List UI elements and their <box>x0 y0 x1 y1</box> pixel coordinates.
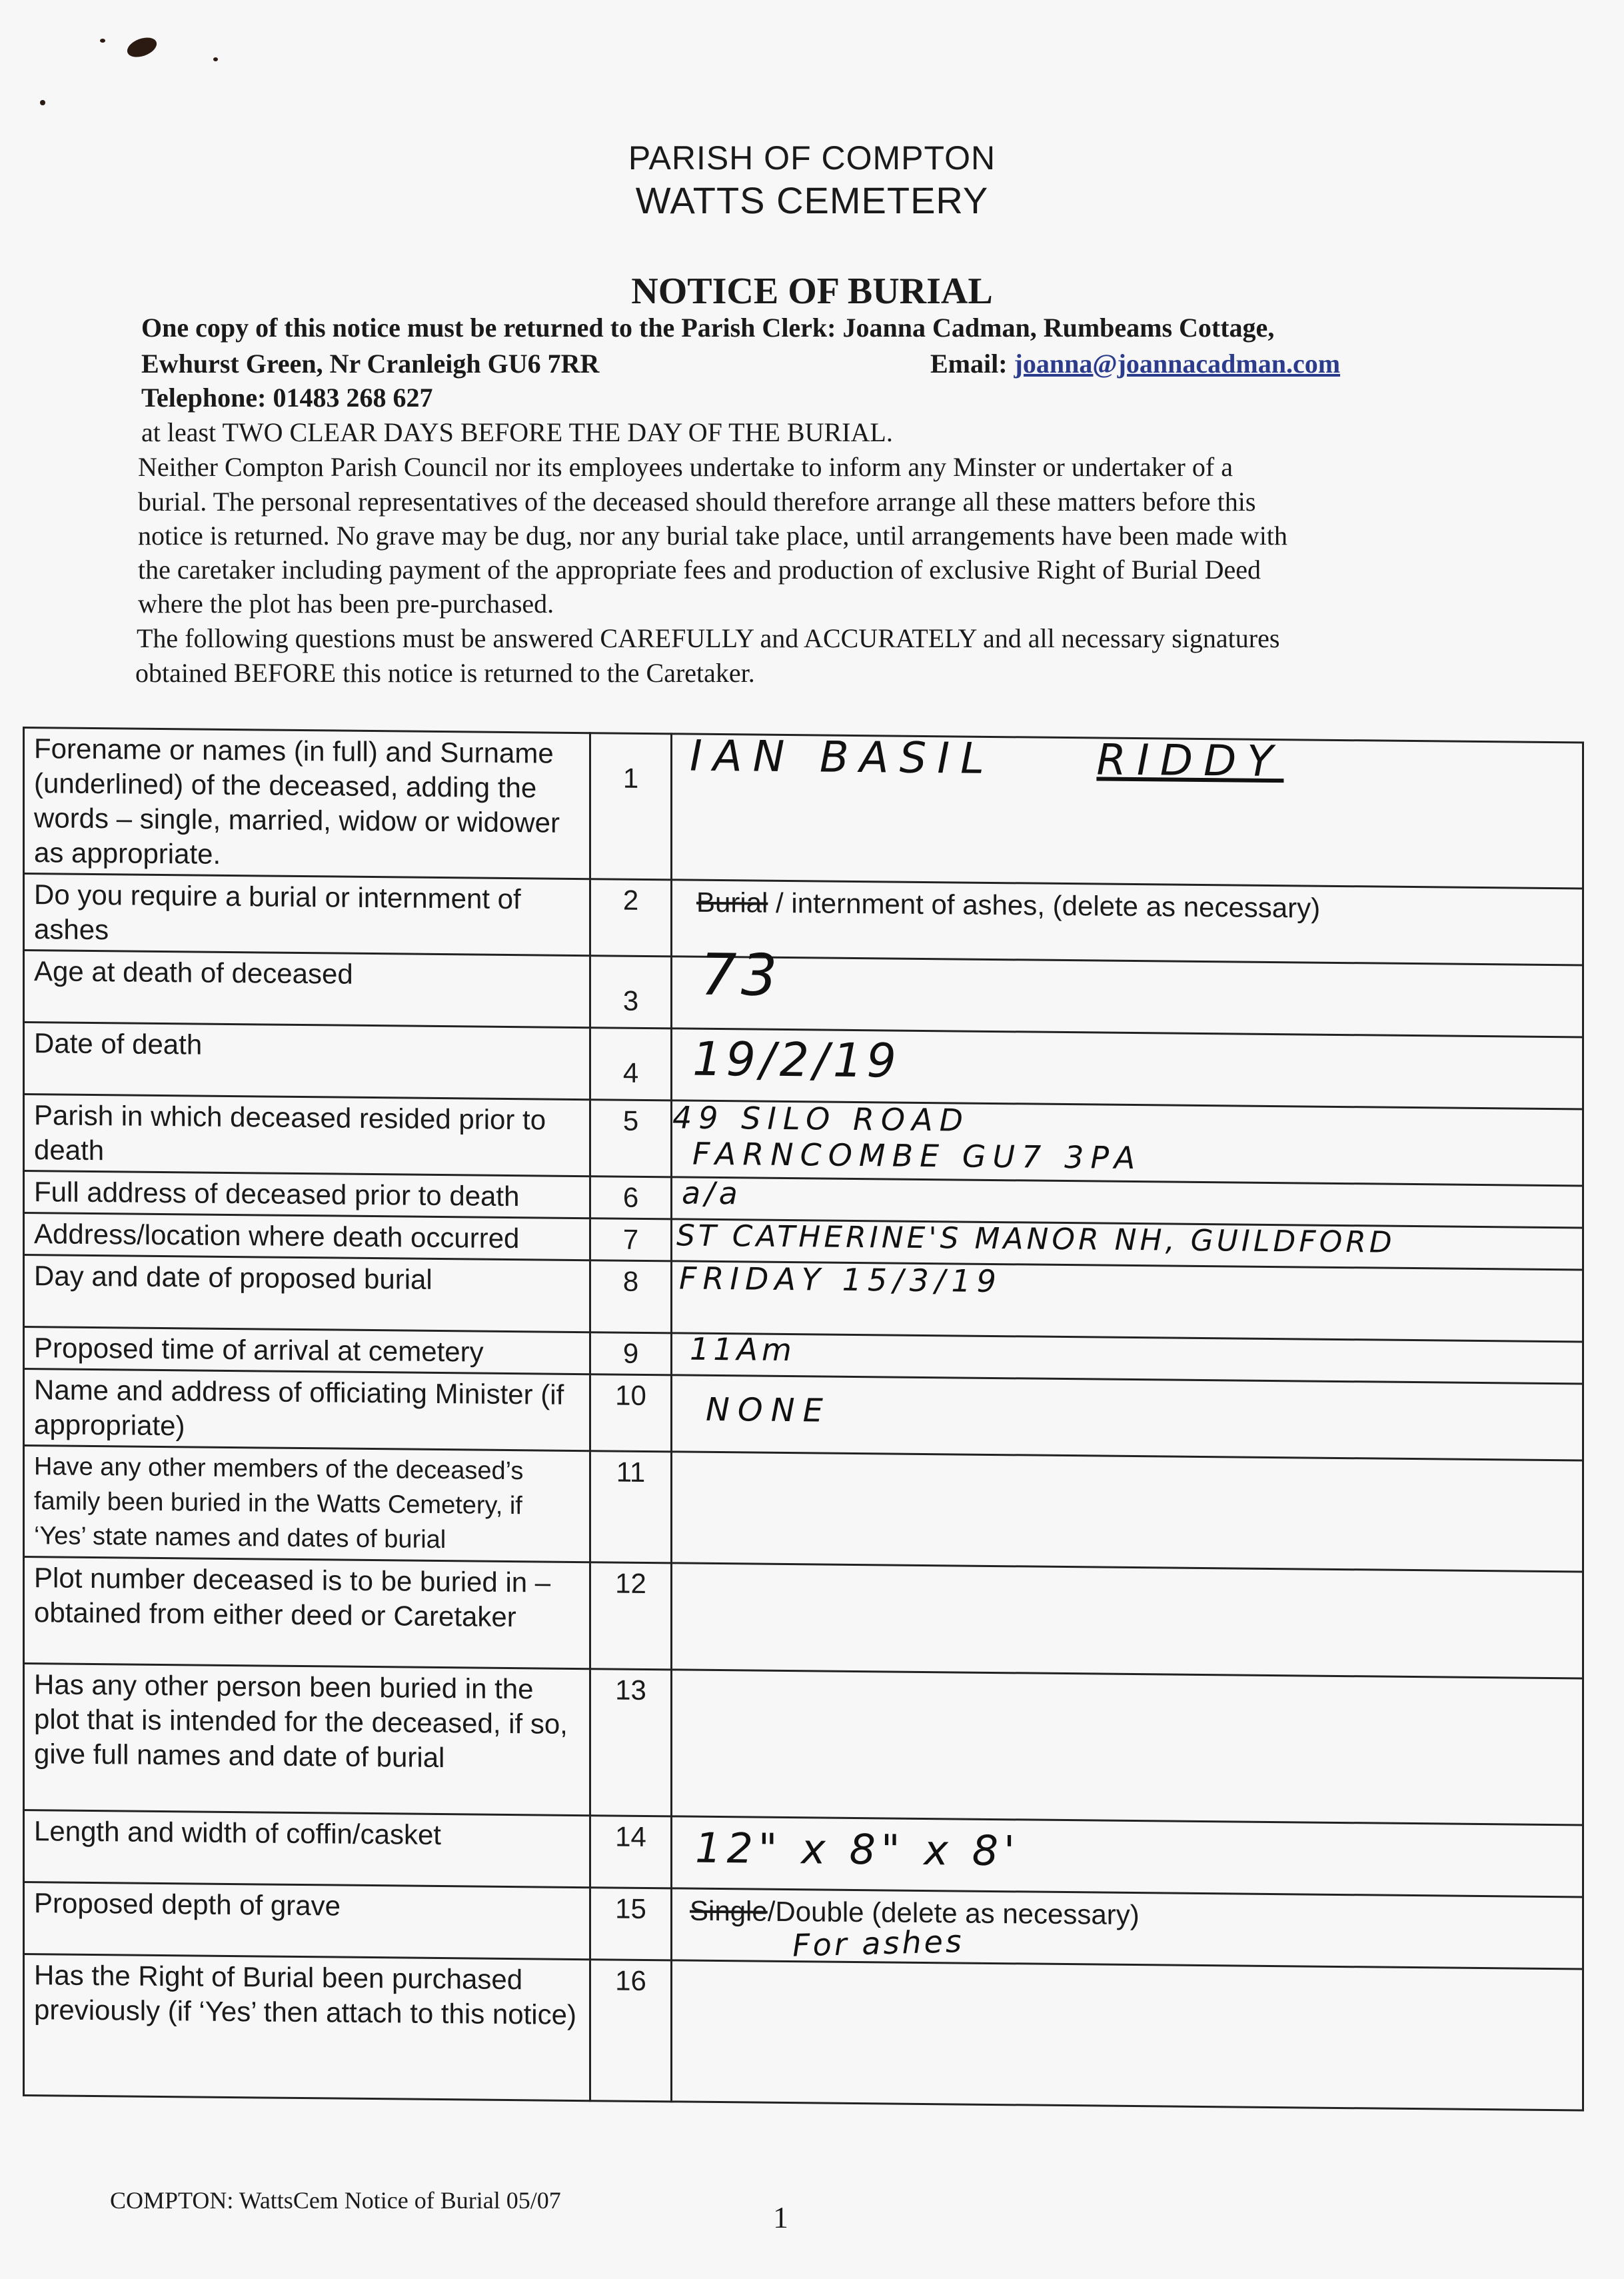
email-line <box>930 347 1340 381</box>
answer-surname: RIDDY <box>1096 735 1284 787</box>
row-number: 5 <box>590 1100 672 1177</box>
struck-single: Single <box>690 1894 768 1927</box>
answer-cell-3[interactable] <box>672 941 1583 1037</box>
answer-internment: / internment of ashes, (delete as necessary) <box>768 887 1321 924</box>
row-number: 6 <box>590 1176 672 1219</box>
instruction-paragraph: notice is returned. No grave may be dug, nor any burial take place, until arrangements have been made with <box>138 521 1287 551</box>
answer-cell-12[interactable] <box>672 1563 1583 1678</box>
question-cell: Age at death of deceased <box>24 951 590 1028</box>
answer-address-line1: 49 SILO ROAD <box>672 1099 970 1139</box>
ink-speck <box>40 100 45 105</box>
question-cell: Has any other person been buried in the plot that is intended for the deceased, if so, give full names and date of burial <box>24 1664 590 1816</box>
instruction-paragraph: where the plot has been pre-purchased. <box>138 589 554 619</box>
row-number: 16 <box>590 1960 672 2102</box>
table-row <box>24 1369 1583 1460</box>
email-label: Email: <box>930 349 1008 379</box>
row-number: 9 <box>590 1332 672 1375</box>
answer-cell-8[interactable] <box>672 1261 1583 1342</box>
row-number: 11 <box>590 1451 672 1563</box>
burial-form-table <box>23 727 1584 2111</box>
answer-cell-15[interactable] <box>672 1888 1583 1969</box>
row-number: 1 <box>590 733 672 880</box>
document-reference: COMPTON: WattsCem Notice of Burial 05/07 <box>110 2187 561 2214</box>
question-cell: Full address of deceased prior to death <box>24 1171 590 1218</box>
return-instruction: One copy of this notice must be returned to the Parish Clerk: Joanna Cadman, Rumbeams Cottage, <box>141 313 1275 343</box>
answer-cell-4[interactable] <box>672 1029 1583 1109</box>
question-cell: Have any other members of the deceased’s family been buried in the Watts Cemetery, if ‘Yes’ state names and dates of burial <box>24 1446 590 1562</box>
answer-full-address: a/a <box>682 1174 742 1212</box>
instruction-paragraph: burial. The personal representatives of the deceased should therefore arrange all these matters before this <box>138 487 1256 517</box>
answer-depth-note: For ashes <box>792 1923 965 1964</box>
table-row <box>24 1557 1583 1678</box>
row-number: 15 <box>590 1888 672 1960</box>
answer-cell-10[interactable] <box>672 1375 1583 1460</box>
parish-heading: PARISH OF COMPTON <box>628 139 996 177</box>
question-cell: Date of death <box>24 1023 590 1100</box>
question-cell: Day and date of proposed burial <box>24 1255 590 1332</box>
instruction-paragraph: obtained BEFORE this notice is returned to the Caretaker. <box>135 658 755 688</box>
clerk-address: Ewhurst Green, Nr Cranleigh GU6 7RR <box>141 349 600 379</box>
instruction-paragraph: at least TWO CLEAR DAYS BEFORE THE DAY OF THE BURIAL. <box>141 417 893 447</box>
question-cell: Proposed time of arrival at cemetery <box>24 1327 590 1374</box>
answer-cell-1[interactable] <box>672 731 1583 889</box>
row-number: 14 <box>590 1816 672 1888</box>
telephone: Telephone: 01483 268 627 <box>141 383 433 413</box>
table-row <box>24 874 1583 965</box>
ink-speck <box>100 39 105 43</box>
struck-burial: Burial <box>696 886 768 919</box>
answer-coffin-size: 12" x 8" x 8' <box>695 1823 1021 1876</box>
notice-title: NOTICE OF BURIAL <box>631 271 993 312</box>
question-cell: Address/location where death occurred <box>24 1213 590 1260</box>
row-number: 4 <box>590 1028 672 1101</box>
ink-speck <box>213 57 218 61</box>
question-cell: Name and address of officiating Minister (if appropriate) <box>24 1369 590 1451</box>
instruction-paragraph: The following questions must be answered CAREFULLY and ACCURATELY and all necessary signatures <box>137 623 1280 653</box>
page-number: 1 <box>773 2200 788 2234</box>
answer-date-of-death: 19/2/19 <box>692 1031 900 1089</box>
question-cell: Length and width of coffin/casket <box>24 1810 590 1888</box>
answer-cell-13[interactable] <box>672 1670 1583 1825</box>
question-cell: Has the Right of Burial been purchased previously (if ‘Yes’ then attach to this notice) <box>24 1954 590 2101</box>
email-link[interactable]: joanna@joannacadman.com <box>1014 349 1341 379</box>
table-row <box>24 1095 1583 1186</box>
row-number: 2 <box>590 879 672 957</box>
question-cell: Forename or names (in full) and Surname (underlined) of the deceased, adding the words – single, married, widow or widower as appropriate. <box>24 728 590 879</box>
answer-cell-5[interactable] <box>672 1101 1583 1186</box>
question-cell: Proposed depth of grave <box>24 1882 590 1960</box>
answer-cell-16[interactable] <box>672 1960 1583 2110</box>
table-row <box>24 1664 1583 1825</box>
row-number: 8 <box>590 1260 672 1333</box>
answer-minister: NONE <box>706 1390 831 1430</box>
row-number: 10 <box>590 1374 672 1452</box>
table-row <box>24 728 1583 889</box>
question-cell: Parish in which deceased resided prior to death <box>24 1095 590 1176</box>
answer-cell-2[interactable] <box>672 880 1583 965</box>
answer-double: /Double (delete as necessary) <box>767 1895 1140 1931</box>
row-number: 7 <box>590 1218 672 1261</box>
answer-cell-14[interactable] <box>672 1816 1583 1897</box>
answer-address-line2: FARNCOMBE GU7 3PA <box>692 1135 1142 1176</box>
row-number: 12 <box>590 1562 672 1670</box>
table-row <box>24 1446 1583 1572</box>
instruction-paragraph: the caretaker including payment of the appropriate fees and production of exclusive Right of Burial Deed <box>138 555 1261 585</box>
answer-burial-date: FRIDAY 15/3/19 <box>679 1260 1002 1300</box>
answer-forenames: IAN BASIL <box>690 731 995 785</box>
cemetery-heading: WATTS CEMETERY <box>635 179 989 221</box>
answer-age: 73 <box>700 941 782 1009</box>
question-cell: Plot number deceased is to be buried in – obtained from either deed or Caretaker <box>24 1557 590 1669</box>
row-number: 13 <box>590 1669 672 1816</box>
question-cell: Do you require a burial or internment of ashes <box>24 874 590 956</box>
table-row <box>24 1954 1583 2110</box>
ink-blot <box>125 34 159 61</box>
instruction-paragraph: Neither Compton Parish Council nor its employees undertake to inform any Minster or undertaker of a <box>138 452 1233 482</box>
answer-arrival-time: 11Am <box>690 1330 796 1368</box>
row-number: 3 <box>590 956 672 1029</box>
answer-cell-11[interactable] <box>672 1452 1583 1572</box>
answer-death-location: ST CATHERINE'S MANOR NH, GUILDFORD <box>676 1218 1395 1260</box>
